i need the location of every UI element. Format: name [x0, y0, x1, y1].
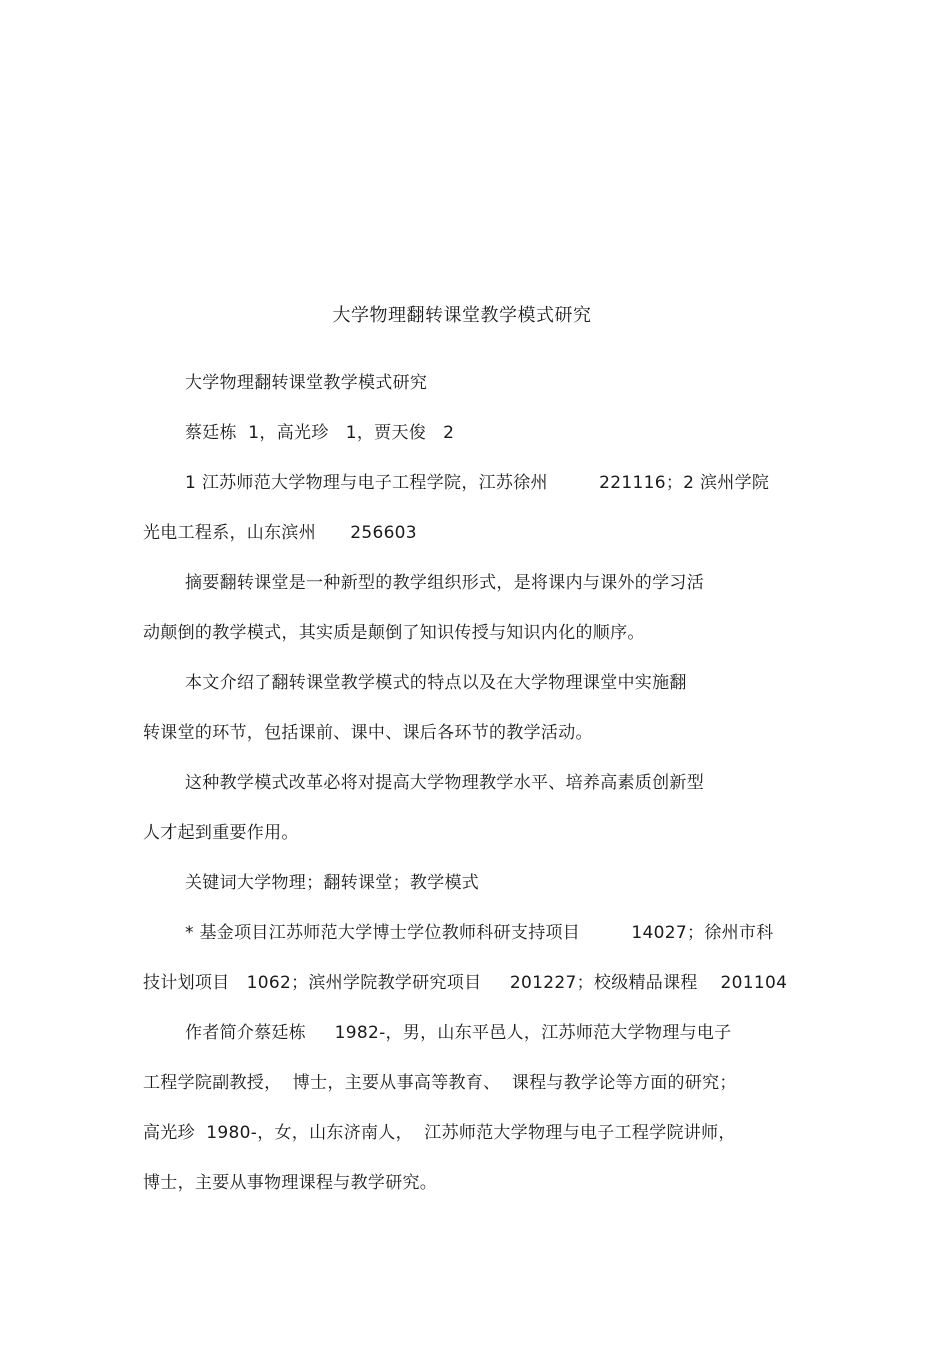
funding-line-2: 技计划项目 1062；滨州学院教学研究项目 201227；校级精品课程 201104: [143, 973, 788, 993]
affiliation-line-1: 1 江苏师范大学物理与电子工程学院，江苏徐州 221116；2 滨州学院: [185, 473, 770, 493]
authors-line: 蔡廷栋 1，高光珍 1，贾天俊 2: [185, 423, 455, 443]
affiliation-line-2: 光电工程系，山东滨州 256603: [143, 523, 417, 543]
abstract-line-5: 这种教学模式改革必将对提高大学物理教学水平、培养高素质创新型: [185, 773, 704, 793]
abstract-line-3: 本文介绍了翻转课堂教学模式的特点以及在大学物理课堂中实施翻: [185, 673, 687, 693]
abstract-line-2: 动颠倒的教学模式，其实质是颠倒了知识传授与知识内化的顺序。: [143, 623, 645, 643]
author-bio-line-2: 工程学院副教授， 博士，主要从事高等教育、 课程与教学论等方面的研究；: [143, 1073, 737, 1093]
keywords-line: 关键词大学物理；翻转课堂；教学模式: [185, 873, 480, 893]
funding-line-1: * 基金项目江苏师范大学博士学位教师科研支持项目 14027；徐州市科: [185, 923, 774, 943]
author-bio-line-3: 高光珍 1980-，女，山东济南人， 江苏师范大学物理与电子工程学院讲师，: [143, 1123, 736, 1143]
abstract-line-6: 人才起到重要作用。: [143, 823, 299, 843]
author-bio-line-1: 作者简介蔡廷栋 1982-，男，山东平邑人，江苏师范大学物理与电子: [185, 1023, 732, 1043]
author-bio-line-4: 博士，主要从事物理课程与教学研究。: [143, 1173, 438, 1193]
document-title: 大学物理翻转课堂教学模式研究: [332, 305, 592, 326]
abstract-line-4: 转课堂的环节，包括课前、课中、课后各环节的教学活动。: [143, 723, 593, 743]
subtitle-line: 大学物理翻转课堂教学模式研究: [185, 373, 428, 393]
abstract-line-1: 摘要翻转课堂是一种新型的教学组织形式，是将课内与课外的学习活: [185, 573, 704, 593]
